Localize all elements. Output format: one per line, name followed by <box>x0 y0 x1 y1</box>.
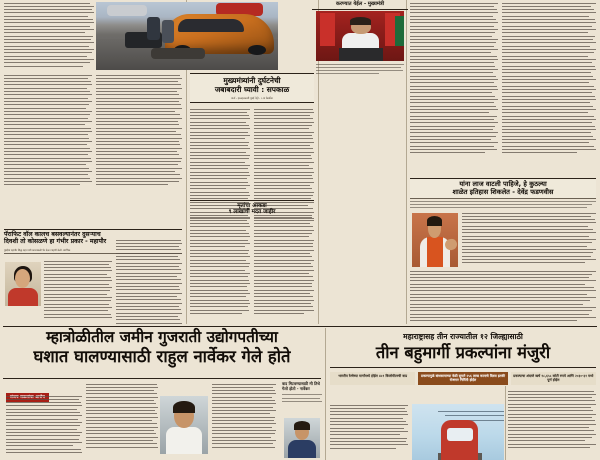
fadnavis-headline-block <box>410 178 596 199</box>
left-column-continued <box>4 74 92 188</box>
locomotive-windshield <box>447 428 473 441</box>
fadnavis-headline-line-1: यांना लाज वाटली पाहिजे, हे कुठल्या <box>459 180 547 188</box>
sidebar-headline: वाद मिटवण्यासाठी मी तिथे गेलो होतो - नार्वेकर <box>282 381 320 391</box>
overhead-wire <box>445 415 504 416</box>
woman-portrait-photo <box>5 262 41 306</box>
cm-responsibility-headline <box>190 73 314 103</box>
section-divider <box>3 326 597 327</box>
portrait-clothing <box>8 288 38 306</box>
railway-headline-text: तीन बहुमार्गी प्रकल्पांना मंजुरी <box>375 343 551 362</box>
debris-pile <box>151 48 206 59</box>
mayor-body-col-2 <box>116 239 182 326</box>
railway-body-right <box>508 390 596 450</box>
narvekar-sidebar-portrait <box>284 418 320 458</box>
portrait-hair <box>427 216 443 226</box>
cm-press-conference-photo <box>316 11 404 61</box>
kicker-label: संजय राऊतांचा आरोप <box>6 393 49 402</box>
narvekar-headline-block <box>3 329 321 367</box>
article-intro-column <box>4 2 94 69</box>
speaker-hair <box>350 17 371 25</box>
narvekar-response-sidebar <box>282 382 322 404</box>
narvekar-headline-line-1: म्हात्रोळीतील जमीन गुजराती उद्योगपतीच्या <box>46 328 278 346</box>
narvekar-headline-line-2: घशात घालण्यासाठी राहुल नार्वेकर गेले होते <box>33 347 291 367</box>
text-lines <box>4 2 94 66</box>
portrait-hair <box>173 401 194 414</box>
portrait-scarf <box>427 237 444 267</box>
mayor-subhead: मुंबईचा महापौर सिद्ध शहर यांनी घटनास्थळी भेट देऊन पाहणी केली. प्रारंभिक <box>4 248 71 252</box>
headline-line-1: मुख्यमंत्र्यांनी दुर्घटनेची <box>223 76 281 85</box>
right-column-text-2 <box>502 2 596 156</box>
mayor-headline-line-2: दिवशी तो कोसळणे हा गंभीर प्रकार - महापौर <box>4 238 107 246</box>
left-column-continued-2 <box>96 74 182 188</box>
right-column-text <box>410 2 498 156</box>
accident-scene-photo <box>96 2 278 70</box>
railway-eyebrow-text: महाराष्ट्रासह तीन राज्यातील १२ जिल्ह्यासाठी <box>403 332 523 341</box>
narvekar-col-3 <box>212 383 276 450</box>
fadnavis-headline-line-2: शाळेत इतिहास शिकलेत - देवेंद्र फडणवीस <box>452 188 554 197</box>
relief-body-col-2 <box>254 216 314 316</box>
railway-info-box: भारतीय रेल्वेच्या मार्गांमध्ये होईल ४८९ किलोमीटरची वाढ <box>330 372 415 385</box>
relief-headline-line-1: मृतांचा आकडा <box>237 202 267 209</box>
railway-info-box: प्रकल्पामुळे बांधकामाच्या वेळी सुमारे २५६ लाख कामाचे दिवस इतकी रोजगार निर्मिती होईल <box>418 372 507 385</box>
microphone-cluster <box>339 48 383 61</box>
mayor-body-col-1 <box>44 260 112 320</box>
portrait-clothing <box>288 440 315 458</box>
railway-info-box-row <box>330 372 596 385</box>
portrait-hair <box>294 421 310 430</box>
cm-kicker-text: करण्यात येईल - मुख्यमंत्री <box>312 1 408 10</box>
bystander-person <box>162 20 175 43</box>
column-divider <box>505 386 506 460</box>
overhead-wire <box>438 411 504 412</box>
railway-headline <box>330 344 596 362</box>
headline-underline <box>3 378 321 379</box>
fadnavis-subhead <box>410 200 596 210</box>
narvekar-col-1 <box>6 395 82 455</box>
suv-windshield <box>178 19 244 32</box>
headline-line-2: जबाबदारी घ्यावी : सपकाळ <box>214 85 290 95</box>
railway-eyebrow <box>330 333 596 342</box>
relief-headline-line-2: ९ लाखांची मदत जाहीर <box>228 209 276 216</box>
flag-left <box>320 13 336 46</box>
headline-dateline: वार्ता - हरळहरळवरी मुंबई मेट्रो - ५ या बैठकीत <box>231 97 273 101</box>
cm-photo-caption <box>316 63 404 77</box>
railway-info-box: प्रकल्पाचा अंदाजे खर्च १८,६५८ कोटी रुपये आणि २०३०-३१ मध्ये पूर्ण होईल <box>511 372 596 385</box>
silver-car <box>107 5 147 16</box>
cm-kicker-block <box>312 1 408 10</box>
portrait-face <box>15 269 30 288</box>
railway-body-left <box>330 404 408 451</box>
relief-body-col-1 <box>190 216 250 316</box>
suv-wheel <box>248 45 265 55</box>
column-divider <box>406 0 407 324</box>
narvekar-portrait-photo <box>160 396 208 454</box>
fadnavis-body-bottom <box>410 270 596 324</box>
narvekar-col-2 <box>86 383 158 450</box>
fadnavis-body-top <box>462 212 596 266</box>
flag-green <box>395 16 404 46</box>
headline-underline <box>330 367 596 368</box>
column-divider <box>325 328 326 460</box>
mayor-headline-line-1: पॅराफिट वॉल कालच बसवल्यानंतर दुसऱ्याच <box>4 230 101 238</box>
portrait-clothing <box>166 427 202 454</box>
fadnavis-portrait-photo <box>412 213 458 267</box>
relief-headline-block <box>190 200 314 216</box>
train-illustration <box>412 404 504 460</box>
bystander-person <box>147 17 160 40</box>
